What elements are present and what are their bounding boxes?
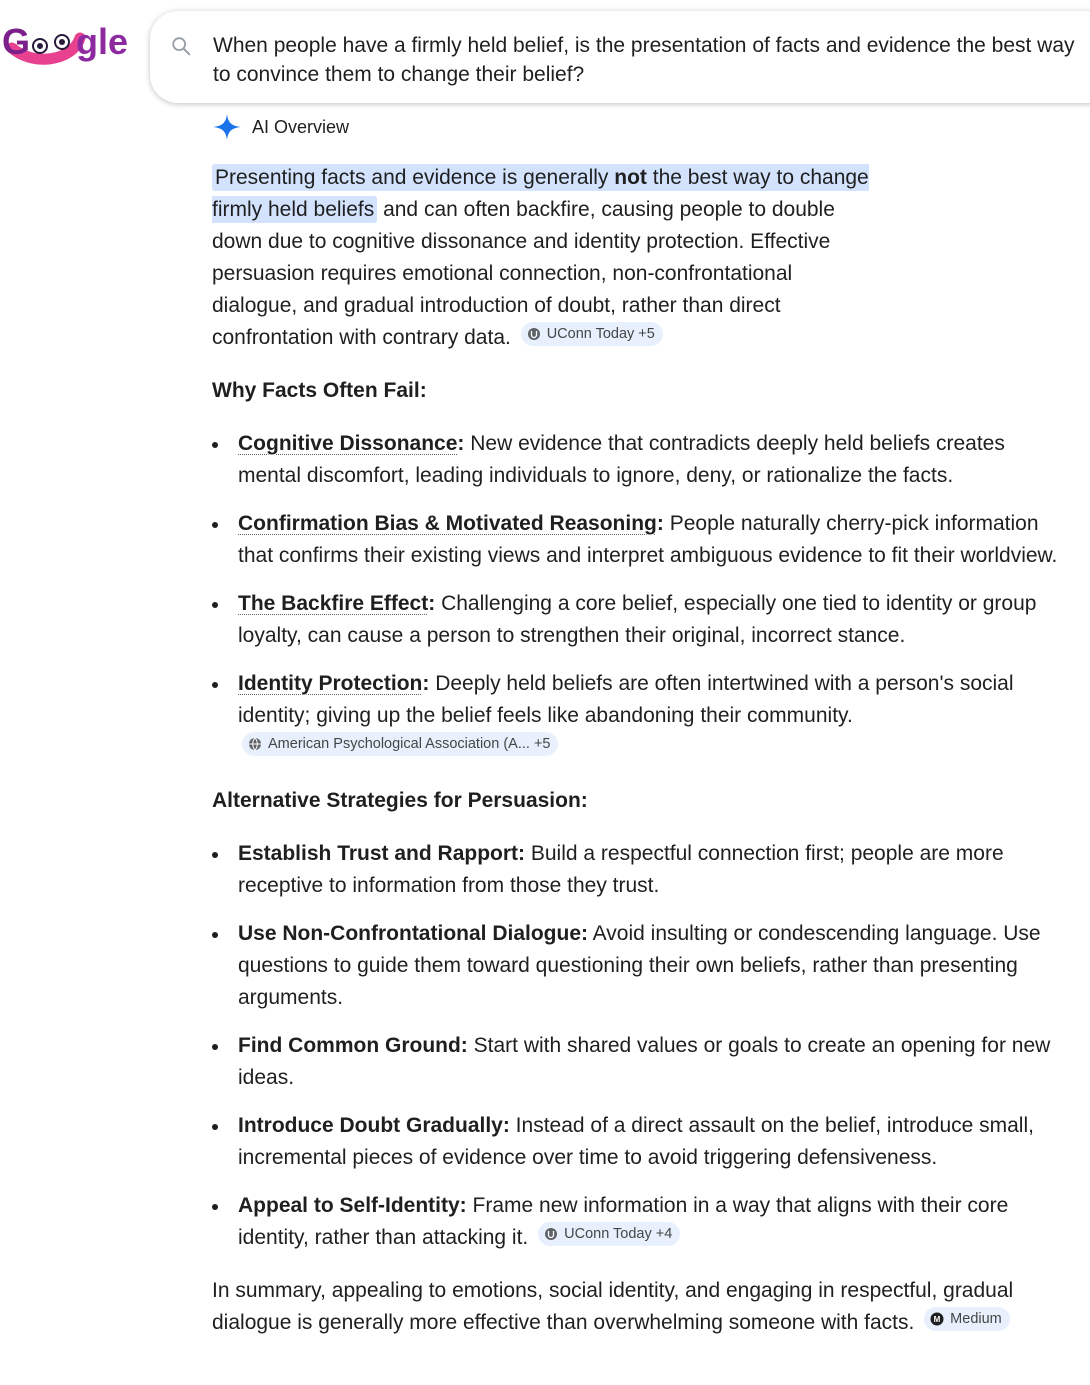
google-doodle-logo bbox=[2, 18, 130, 70]
summary-text: In summary, appealing to emotions, social identity, and engaging in respectful, gradual dialogue is generally more effective than overwhelming someone with facts. bbox=[212, 1279, 1014, 1334]
list-item: Confirmation Bias & Motivated Reasoning: People naturally cherry-pick information that confirms their existing views and interpret ambiguous evidence to fit their worldview. bbox=[212, 508, 1072, 572]
summary-paragraph bbox=[212, 1275, 1072, 1339]
google-logo[interactable] bbox=[2, 18, 130, 70]
svg-text:gle: gle bbox=[76, 21, 129, 62]
list-item: Cognitive Dissonance: New evidence that contradicts deeply held beliefs creates mental discomfort, leading individuals to ignore, deny, or rationalize the facts. bbox=[212, 428, 1072, 492]
list-item-text: Start with shared values or goals to create an opening for new ideas. bbox=[238, 1034, 1051, 1089]
list-item: Identity Protection: Deeply held beliefs are often intertwined with a person's social identity; giving up the belief feels like abandoning their community. American Psychological Association (A... +5 bbox=[212, 668, 1072, 764]
search-box[interactable] bbox=[150, 11, 1090, 103]
list-item-text: New evidence that contradicts deeply held beliefs creates mental discomfort, leading individuals to ignore, deny, or rationalize the facts. bbox=[238, 432, 1005, 487]
source-chip-label: American Psychological Association (A... +5 bbox=[268, 736, 551, 752]
term-link[interactable]: Cognitive Dissonance bbox=[238, 432, 458, 455]
intro-rest: and can often backfire, causing people to double down due to cognitive dissonance and identity protection. Effective persuasion requires emotional connection, non-confrontational dialogue, and gradual introduction of doubt, rather than direct confrontation with contrary data. bbox=[212, 198, 835, 349]
term-link[interactable]: The Backfire Effect bbox=[238, 592, 429, 615]
strategy-term: Introduce Doubt Gradually: bbox=[238, 1114, 510, 1137]
uconn-source-icon bbox=[544, 1227, 558, 1241]
medium-source-icon bbox=[930, 1312, 944, 1326]
svg-text:G: G bbox=[2, 21, 31, 62]
list-item-text: Avoid insulting or condescending language. Use questions to guide them toward questioning their own beliefs, rather than presenting arguments. bbox=[238, 922, 1041, 1009]
source-chip-label: Medium bbox=[950, 1311, 1002, 1327]
list-item-text: Challenging a core belief, especially one tied to identity or group loyalty, can cause a person to strengthen their original, incorrect stance. bbox=[238, 592, 1037, 647]
list-item bbox=[212, 1190, 1072, 1254]
list-item-text: People naturally cherry-pick information that confirms their existing views and interpret ambiguous evidence to fit their worldview. bbox=[238, 512, 1058, 567]
list-item-text: Deeply held beliefs are often intertwined with a person's social identity; giving up the belief feels like abandoning their community. bbox=[238, 672, 1014, 727]
uconn-source-icon bbox=[527, 327, 541, 341]
section-heading-why-facts-fail: Why Facts Often Fail: bbox=[212, 379, 427, 402]
sparkle-icon bbox=[212, 113, 242, 141]
highlight-text-1: Presenting facts and evidence is generally bbox=[215, 166, 609, 189]
highlight-text-2: the best way to change firmly held beliefs bbox=[212, 166, 869, 221]
source-chip[interactable] bbox=[242, 732, 558, 756]
term-link[interactable]: Identity Protection bbox=[238, 672, 423, 695]
term-link[interactable]: Confirmation Bias & Motivated Reasoning bbox=[238, 512, 657, 535]
list-item-text: Build a respectful connection first; people are more receptive to information from those they trust. bbox=[238, 842, 1004, 897]
strategy-term: Find Common Ground: bbox=[238, 1034, 468, 1057]
source-chip[interactable] bbox=[924, 1307, 1010, 1331]
source-chip[interactable] bbox=[521, 322, 663, 346]
source-chip[interactable] bbox=[538, 1222, 680, 1246]
strategy-term: Use Non-Confrontational Dialogue: bbox=[238, 922, 588, 945]
ai-overview-header bbox=[212, 113, 349, 141]
list-item bbox=[212, 1030, 1072, 1094]
source-chip-label: UConn Today +5 bbox=[546, 326, 655, 342]
highlight-bold: not bbox=[614, 166, 647, 189]
alternative-strategies-list bbox=[212, 838, 1072, 1254]
intro-paragraph bbox=[212, 162, 877, 354]
ai-overview-content bbox=[212, 162, 1072, 1339]
why-facts-fail-list bbox=[212, 428, 1072, 764]
list-item bbox=[212, 838, 1072, 902]
search-query-text[interactable]: When people have a firmly held belief, is the presentation of facts and evidence the best way to convince them to change their belief? bbox=[213, 34, 1075, 86]
source-chip-label: UConn Today +4 bbox=[564, 1226, 673, 1242]
strategy-term: Appeal to Self-Identity: bbox=[238, 1194, 467, 1217]
list-item bbox=[212, 1110, 1072, 1174]
apa-source-icon bbox=[248, 737, 262, 751]
search-icon[interactable] bbox=[170, 35, 192, 57]
svg-text:M: M bbox=[933, 1315, 941, 1324]
list-item bbox=[212, 918, 1072, 1014]
list-item: The Backfire Effect: Challenging a core belief, especially one tied to identity or group loyalty, can cause a person to strengthen their original, incorrect stance. bbox=[212, 588, 1072, 652]
ai-overview-label: AI Overview bbox=[252, 116, 350, 137]
strategy-term: Establish Trust and Rapport: bbox=[238, 842, 526, 865]
list-item-text: Instead of a direct assault on the belief, introduce small, incremental pieces of evidence over time to avoid triggering defensiveness. bbox=[238, 1114, 1034, 1169]
list-item-text: Frame new information in a way that aligns with their core identity, rather than attacking it. bbox=[238, 1194, 1009, 1249]
section-heading-alternative-strategies: Alternative Strategies for Persuasion: bbox=[212, 789, 588, 812]
